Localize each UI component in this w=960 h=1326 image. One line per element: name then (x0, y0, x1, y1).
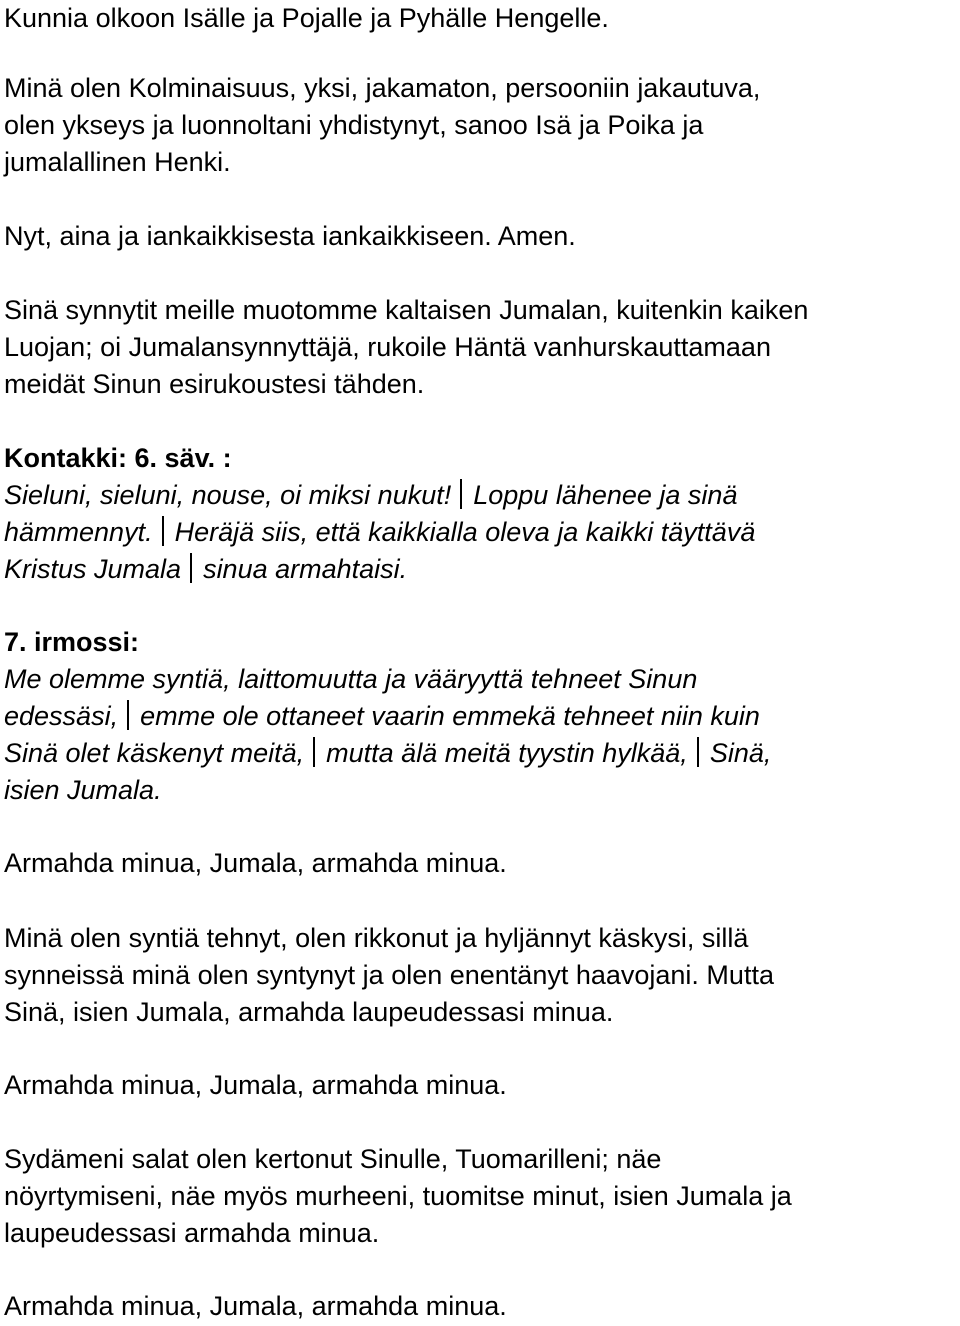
irmos-heading: 7. irmossi: (4, 627, 140, 657)
trinity-verse-line: olen ykseys ja luonnoltani yhdistynyt, sanoo Isä ja Poika ja (4, 110, 704, 140)
troparion-line: synneissä minä olen syntynyt ja olen enentänyt haavojani. Mutta (4, 960, 774, 990)
troparion-2 (4, 1141, 956, 1252)
now-and-ever (4, 218, 956, 255)
verse-separator (313, 737, 315, 767)
troparion-line: nöyrtymiseni, näe myös murheeni, tuomitse minut, isien Jumala ja (4, 1181, 792, 1211)
irmos-line: isien Jumala. (4, 775, 162, 805)
troparion-line: Minä olen syntiä tehnyt, olen rikkonut ja hyljännyt käskysi, sillä (4, 923, 749, 953)
theotokion-line: meidät Sinun esirukoustesi tähden. (4, 369, 425, 399)
verse-separator (162, 516, 164, 546)
theotokion-line: Luojan; oi Jumalansynnyttäjä, rukoile Häntä vanhurskauttamaan (4, 332, 771, 362)
kontakion-text: Kristus Jumala (4, 554, 182, 584)
kontakion-text: Loppu lähenee ja sinä (473, 480, 738, 510)
refrain (4, 845, 956, 882)
irmos-line: Me olemme syntiä, laittomuutta ja vääryyttä tehneet Sinun (4, 664, 698, 694)
verse-separator (127, 700, 129, 730)
irmos (4, 624, 956, 809)
kontakion-text: hämmennyt. (4, 517, 153, 547)
kontakion-line (4, 477, 956, 514)
verse-separator (697, 737, 699, 767)
troparion-1 (4, 920, 956, 1031)
trinity-verse-line: jumalallinen Henki. (4, 147, 231, 177)
refrain (4, 1067, 956, 1104)
troparion-line: Sydämeni salat olen kertonut Sinulle, Tuomarilleni; näe (4, 1144, 662, 1174)
troparion-line: Sinä, isien Jumala, armahda laupeudessasi minua. (4, 997, 614, 1027)
kontakion-text: Heräjä siis, että kaikkialla oleva ja kaikki täyttävä (174, 517, 756, 547)
kontakion-line (4, 551, 956, 588)
theotokion (4, 292, 956, 403)
verse-separator (460, 479, 462, 509)
kontakion (4, 440, 956, 588)
irmos-text: Sinä, (709, 738, 772, 768)
verse-separator (190, 553, 192, 583)
refrain-line: Armahda minua, Jumala, armahda minua. (4, 848, 507, 878)
now-and-ever-line: Nyt, aina ja iankaikkisesta iankaikkiseen. Amen. (4, 221, 576, 251)
irmos-line (4, 698, 956, 735)
irmos-text: emme ole ottaneet vaarin emmekä tehneet niin kuin (140, 701, 760, 731)
doxology-line: Kunnia olkoon Isälle ja Pojalle ja Pyhälle Hengelle. (4, 3, 609, 33)
refrain (4, 1288, 956, 1325)
refrain-line: Armahda minua, Jumala, armahda minua. (4, 1070, 507, 1100)
refrain-line: Armahda minua, Jumala, armahda minua. (4, 1291, 507, 1321)
irmos-text: mutta älä meitä tyystin hylkää, (326, 738, 688, 768)
irmos-line (4, 735, 956, 772)
irmos-text: edessäsi, (4, 701, 119, 731)
kontakion-line (4, 514, 956, 551)
irmos-text: Sinä olet käskenyt meitä, (4, 738, 305, 768)
doxology (4, 0, 956, 37)
kontakion-text: sinua armahtaisi. (203, 554, 408, 584)
kontakion-heading: Kontakki: 6. säv. : (4, 443, 232, 473)
theotokion-line: Sinä synnytit meille muotomme kaltaisen Jumalan, kuitenkin kaiken (4, 295, 809, 325)
trinity-verse-line: Minä olen Kolminaisuus, yksi, jakamaton, persooniin jakautuva, (4, 73, 761, 103)
kontakion-text: Sieluni, sieluni, nouse, oi miksi nukut! (4, 480, 452, 510)
troparion-line: laupeudessasi armahda minua. (4, 1218, 380, 1248)
trinity-verse (4, 70, 956, 181)
